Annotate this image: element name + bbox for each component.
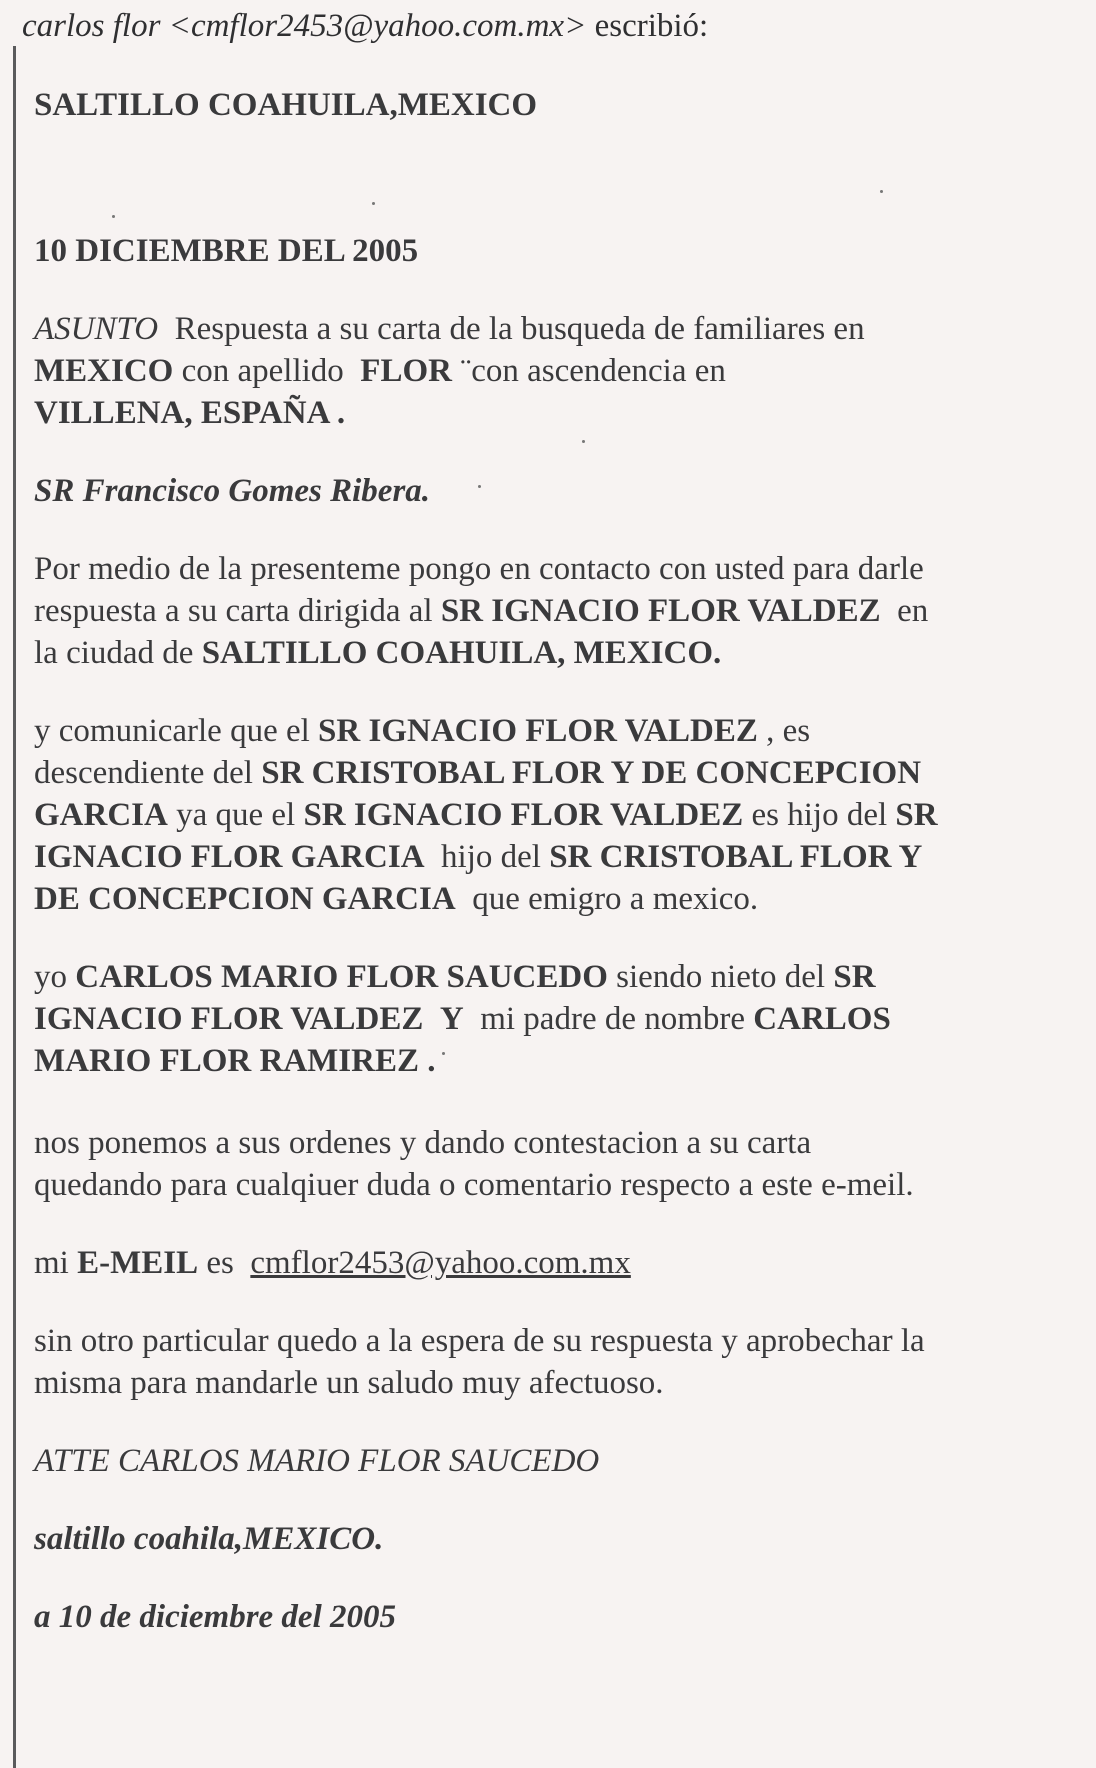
- p3-line-3: MARIO FLOR RAMIREZ .: [34, 1043, 436, 1079]
- p4-line-1: nos ponemos a sus ordenes y dando contestacion a su carta: [34, 1125, 812, 1161]
- subject-text: con apellido: [181, 353, 344, 389]
- email-link[interactable]: cmflor2453@yahoo.com.mx: [250, 1245, 631, 1281]
- p2-text: que emigro a mexico.: [472, 881, 759, 917]
- p3-name: CARLOS: [753, 1001, 891, 1037]
- p3-text: mi padre de nombre: [480, 1001, 746, 1037]
- p4-line-2: quedando para cualqiuer duda o comentario respecto a este e-meil.: [34, 1167, 914, 1203]
- p3-name: CARLOS MARIO FLOR SAUCEDO: [75, 959, 608, 995]
- scan-speck: [582, 440, 585, 443]
- p2-text: ya que el: [176, 797, 296, 833]
- p2-text: es hijo del: [751, 797, 888, 833]
- quote-bar: [13, 46, 16, 1768]
- p2-text: , es: [766, 713, 811, 749]
- p2-name: GARCIA: [34, 797, 168, 833]
- p2-name: SR IGNACIO FLOR VALDEZ: [303, 797, 744, 833]
- p1-text: en: [897, 593, 929, 629]
- subject-label: ASUNTO: [34, 311, 159, 347]
- email-line: [34, 1242, 1084, 1284]
- p3-line-1: [34, 956, 1084, 998]
- signature: ATTE CARLOS MARIO FLOR SAUCEDO: [34, 1443, 600, 1479]
- p2-name: SR CRISTOBAL FLOR Y: [549, 839, 923, 875]
- subject-line-2: [34, 350, 1084, 392]
- subject-surname: FLOR: [360, 353, 452, 389]
- subject-country: MEXICO: [34, 353, 174, 389]
- p1-name: SR IGNACIO FLOR VALDEZ: [440, 593, 881, 629]
- scan-speck: [880, 190, 883, 193]
- salutation: SR Francisco Gomes Ribera.: [34, 473, 431, 509]
- p3-name: Y: [439, 1001, 464, 1037]
- email-text: mi: [34, 1245, 69, 1281]
- sender-address: carlos flor <cmflor2453@yahoo.com.mx>: [22, 8, 587, 44]
- email-quote-header: [22, 4, 708, 48]
- p3-line-2: [34, 998, 1084, 1040]
- letter-body: [34, 84, 1084, 1638]
- p6-line-2: misma para mandarle un saludo muy afectuoso.: [34, 1365, 664, 1401]
- p6-line-1: sin otro particular quedo a la espera de su respuesta y aprobechar la: [34, 1323, 925, 1359]
- p3-name: SR: [833, 959, 876, 995]
- p2-text: y comunicarle que el: [34, 713, 310, 749]
- p3-name: IGNACIO FLOR VALDEZ: [34, 1001, 424, 1037]
- subject-text: Respuesta a su carta de la busqueda de familiares en: [174, 311, 865, 347]
- wrote-label: escribió:: [594, 8, 709, 44]
- scan-speck: [442, 1052, 445, 1055]
- signature-place: saltillo coahila,MEXICO.: [34, 1521, 384, 1557]
- p2-name: DE CONCEPCION GARCIA: [34, 881, 456, 917]
- subject-line-1: [34, 308, 1084, 350]
- email-text: es: [206, 1245, 234, 1281]
- p2-name: SR CRISTOBAL FLOR Y DE CONCEPCION: [261, 755, 922, 791]
- p1-text: respuesta a su carta dirigida al: [34, 593, 433, 629]
- letter-date: 10 DICIEMBRE DEL 2005: [34, 233, 419, 269]
- p2-text: descendiente del: [34, 755, 253, 791]
- signature-date: a 10 de diciembre del 2005: [34, 1599, 397, 1635]
- scan-speck: [112, 215, 115, 218]
- scan-speck: [478, 485, 481, 488]
- p2-name: SR: [895, 797, 938, 833]
- p2-line-5: [34, 878, 1084, 920]
- p1-line-1: Por medio de la presenteme pongo en contacto con usted para darle: [34, 551, 924, 587]
- p1-line-3: [34, 632, 1084, 674]
- p3-text: yo: [34, 959, 67, 995]
- p1-line-2: [34, 590, 1084, 632]
- p2-name: IGNACIO FLOR GARCIA: [34, 839, 425, 875]
- p2-name: SR IGNACIO FLOR VALDEZ: [318, 713, 758, 749]
- p3-text: siendo nieto del: [616, 959, 826, 995]
- p2-text: hijo del: [441, 839, 541, 875]
- p1-text: la ciudad de: [34, 635, 194, 671]
- p2-line-4: [34, 836, 1084, 878]
- p2-line-1: [34, 710, 1084, 752]
- p1-city: SALTILLO COAHUILA, MEXICO.: [201, 635, 722, 671]
- p2-line-2: [34, 752, 1084, 794]
- scan-speck: [372, 202, 375, 205]
- p2-line-3: [34, 794, 1084, 836]
- email-label: E-MEIL: [77, 1245, 199, 1281]
- letter-place: SALTILLO COAHUILA,MEXICO: [34, 87, 538, 123]
- subject-text: ¨con ascendencia en: [460, 353, 726, 389]
- subject-origin: VILLENA, ESPAÑA .: [34, 395, 346, 431]
